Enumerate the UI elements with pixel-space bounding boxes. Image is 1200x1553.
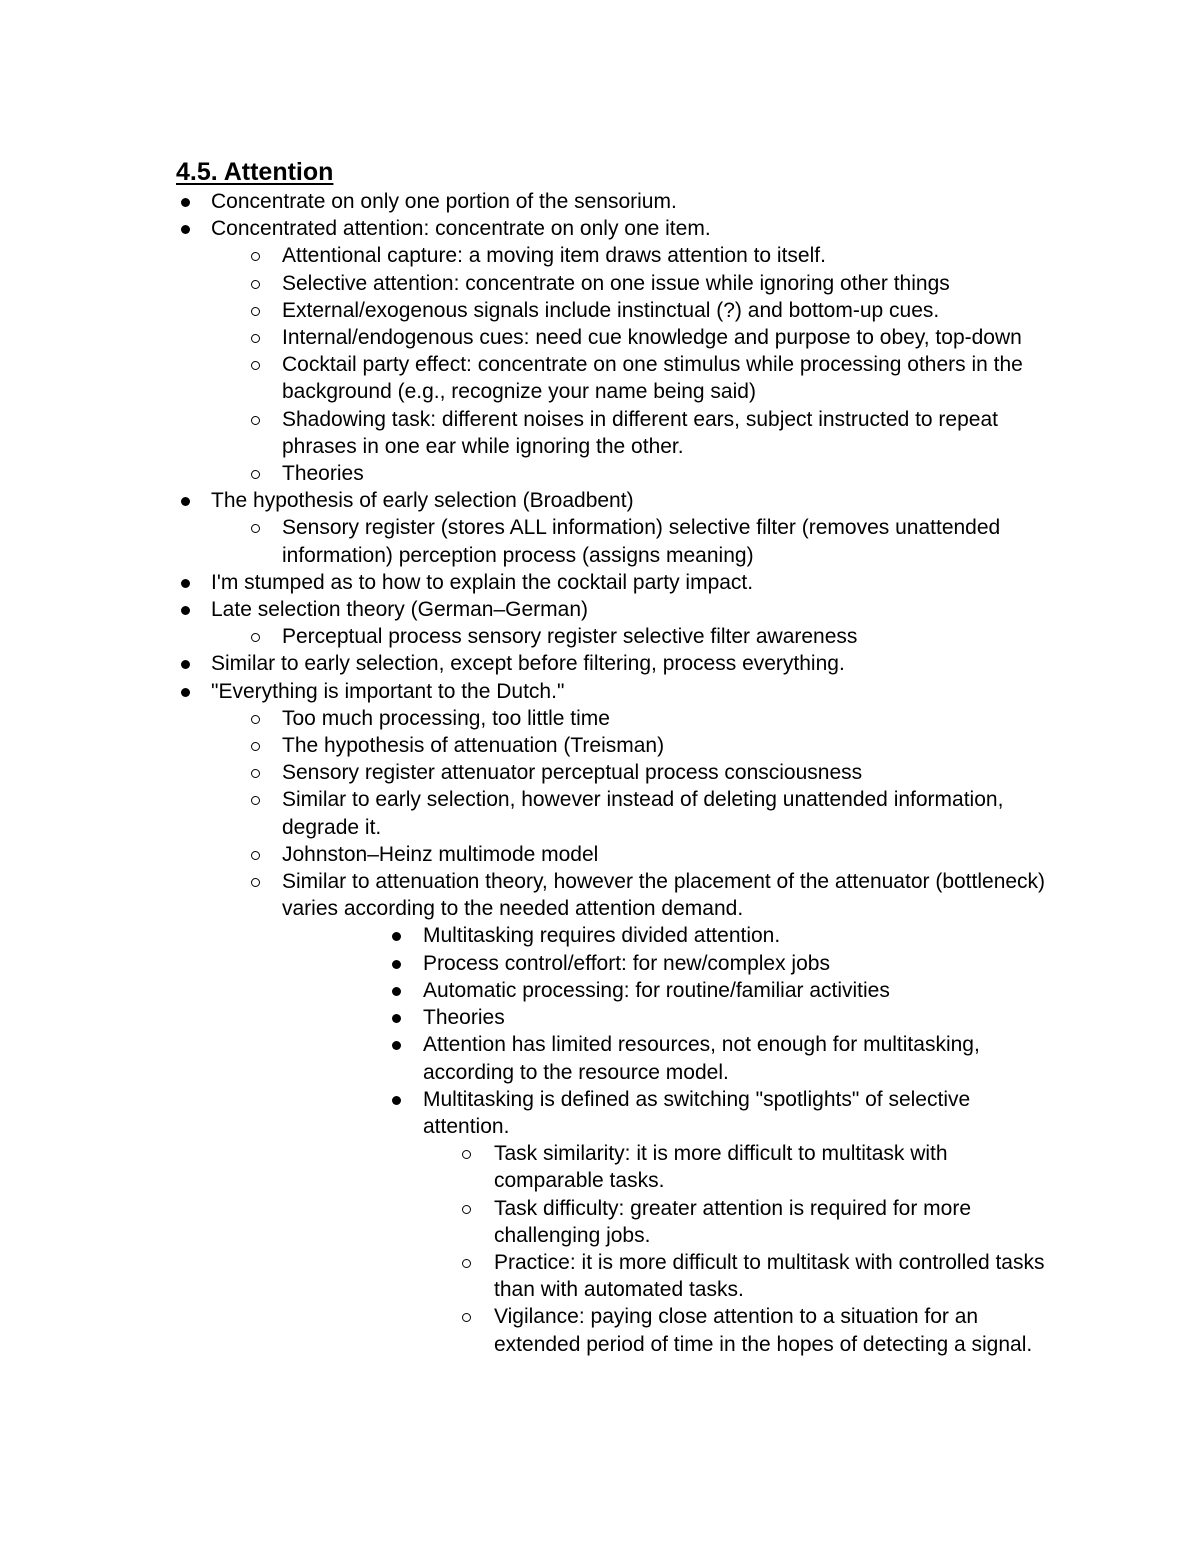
list-item bbox=[0, 1004, 1200, 1031]
list-item-text: Vigilance: paying close attention to a situation for an extended period of time in the hopes of detecting a signal. bbox=[494, 1305, 1033, 1356]
bullet-circle-icon bbox=[247, 705, 267, 732]
list-item bbox=[0, 460, 1200, 487]
list-item bbox=[0, 487, 1200, 514]
list-item-text: Late selection theory (German–German) bbox=[211, 598, 589, 622]
bullet-disc-icon bbox=[176, 569, 196, 596]
list-item bbox=[0, 759, 1200, 786]
bullet-disc-icon bbox=[176, 650, 196, 677]
bullet-circle-icon bbox=[458, 1249, 478, 1276]
list-item bbox=[0, 705, 1200, 732]
list-item bbox=[0, 324, 1200, 351]
list-item-text: Perceptual process sensory register selective filter awareness bbox=[282, 625, 858, 649]
list-item bbox=[0, 1195, 1200, 1249]
list-item-text: Multitasking requires divided attention. bbox=[423, 924, 781, 948]
list-item bbox=[0, 678, 1200, 705]
bullet-circle-icon bbox=[247, 732, 267, 759]
bullet-disc-icon bbox=[387, 1031, 407, 1058]
list-item-text: Automatic processing: for routine/familiar activities bbox=[423, 978, 890, 1002]
bullet-disc-icon bbox=[176, 188, 196, 215]
bullet-circle-icon bbox=[247, 841, 267, 868]
list-item bbox=[0, 786, 1200, 840]
bullet-disc-icon bbox=[176, 487, 196, 514]
list-item bbox=[0, 868, 1200, 922]
list-item bbox=[0, 569, 1200, 596]
list-item-text: Attention has limited resources, not enough for multitasking, according to the resource model. bbox=[423, 1033, 980, 1084]
list-item bbox=[0, 950, 1200, 977]
list-item bbox=[0, 1140, 1200, 1194]
bullet-circle-icon bbox=[247, 759, 267, 786]
list-item-text: Concentrate on only one portion of the sensorium. bbox=[211, 190, 677, 213]
list-item-text: Similar to early selection, however instead of deleting unattended information, degrade it. bbox=[282, 788, 1004, 839]
list-item-text: Selective attention: concentrate on one issue while ignoring other things bbox=[282, 271, 950, 295]
bullet-circle-icon bbox=[247, 297, 267, 324]
bullet-circle-icon bbox=[247, 351, 267, 378]
list-item-text: Similar to attenuation theory, however the placement of the attenuator (bottleneck) varies according to the needed attention demand. bbox=[282, 870, 1046, 921]
list-item-text: Shadowing task: different noises in different ears, subject instructed to repeat phrases in one ear while ignoring the other. bbox=[282, 407, 998, 458]
list-item bbox=[0, 1303, 1200, 1357]
list-item-text: Similar to early selection, except before filtering, process everything. bbox=[211, 652, 845, 676]
bullet-circle-icon bbox=[247, 868, 267, 895]
bullet-circle-icon bbox=[458, 1303, 478, 1330]
bullet-circle-icon bbox=[247, 460, 267, 487]
bullet-circle-icon bbox=[247, 324, 267, 351]
list-item-text: "Everything is important to the Dutch." bbox=[211, 679, 565, 703]
list-item bbox=[0, 351, 1200, 405]
list-item-text: The hypothesis of early selection (Broadbent) bbox=[211, 489, 634, 513]
list-item-text: Cocktail party effect: concentrate on one stimulus while processing others in the background (e.g., recognize your name being said) bbox=[282, 353, 1023, 404]
list-item-text: Attentional capture: a moving item draws attention to itself. bbox=[282, 244, 826, 268]
bullet-circle-icon bbox=[247, 406, 267, 433]
list-item-text: Too much processing, too little time bbox=[282, 706, 610, 730]
list-item-text: I'm stumped as to how to explain the cocktail party impact. bbox=[211, 570, 754, 594]
list-item bbox=[0, 215, 1200, 242]
list-item-text: Task difficulty: greater attention is required for more challenging jobs. bbox=[494, 1196, 972, 1247]
list-item-text: Sensory register attenuator perceptual process consciousness bbox=[282, 761, 863, 785]
list-item bbox=[0, 1249, 1200, 1303]
list-item bbox=[0, 188, 1200, 215]
list-item-text: Concentrated attention: concentrate on only one item. bbox=[211, 217, 711, 241]
bullet-disc-icon bbox=[387, 950, 407, 977]
list-item-text: Sensory register (stores ALL information) selective filter (removes unattended information) perception process (assigns meaning) bbox=[282, 516, 1001, 567]
list-item-text: Theories bbox=[423, 1006, 505, 1030]
bullet-disc-icon bbox=[387, 922, 407, 949]
bullet-circle-icon bbox=[247, 242, 267, 269]
list-item bbox=[0, 732, 1200, 759]
list-item bbox=[0, 1086, 1200, 1140]
list-item-text: Task similarity: it is more difficult to multitask with comparable tasks. bbox=[494, 1142, 948, 1193]
bullet-circle-icon bbox=[247, 514, 267, 541]
bullet-disc-icon bbox=[387, 977, 407, 1004]
bullet-circle-icon bbox=[247, 623, 267, 650]
list-item-text: Multitasking is defined as switching "spotlights" of selective attention. bbox=[423, 1087, 971, 1138]
bullet-disc-icon bbox=[176, 215, 196, 242]
list-item-text: The hypothesis of attenuation (Treisman) bbox=[282, 734, 665, 758]
list-item bbox=[0, 922, 1200, 949]
list-item bbox=[0, 1031, 1200, 1085]
list-item bbox=[0, 650, 1200, 677]
list-item-text: Process control/effort: for new/complex jobs bbox=[423, 951, 830, 975]
bullet-circle-icon bbox=[247, 786, 267, 813]
bullet-disc-icon bbox=[176, 678, 196, 705]
notes-list bbox=[0, 188, 1200, 1358]
list-item bbox=[0, 841, 1200, 868]
list-item-text: Practice: it is more difficult to multitask with controlled tasks than with automated tasks. bbox=[494, 1250, 1045, 1302]
list-item bbox=[0, 242, 1200, 269]
bullet-disc-icon bbox=[176, 596, 196, 623]
list-item bbox=[0, 596, 1200, 623]
bullet-circle-icon bbox=[247, 270, 267, 297]
list-item bbox=[0, 514, 1200, 568]
list-item bbox=[0, 270, 1200, 297]
bullet-disc-icon bbox=[387, 1086, 407, 1113]
list-item bbox=[0, 623, 1200, 650]
list-item-text: Theories bbox=[282, 462, 364, 486]
list-item-text: Johnston–Heinz multimode model bbox=[282, 842, 599, 866]
list-item bbox=[0, 977, 1200, 1004]
bullet-circle-icon bbox=[458, 1195, 478, 1222]
list-item bbox=[0, 406, 1200, 460]
list-item bbox=[0, 297, 1200, 324]
list-item-text: External/exogenous signals include instinctual (?) and bottom-up cues. bbox=[282, 298, 940, 322]
bullet-disc-icon bbox=[387, 1004, 407, 1031]
list-item-text: Internal/endogenous cues: need cue knowledge and purpose to obey, top-down bbox=[282, 326, 1022, 350]
bullet-circle-icon bbox=[458, 1140, 478, 1167]
section-title: 4.5. Attention bbox=[176, 158, 334, 186]
